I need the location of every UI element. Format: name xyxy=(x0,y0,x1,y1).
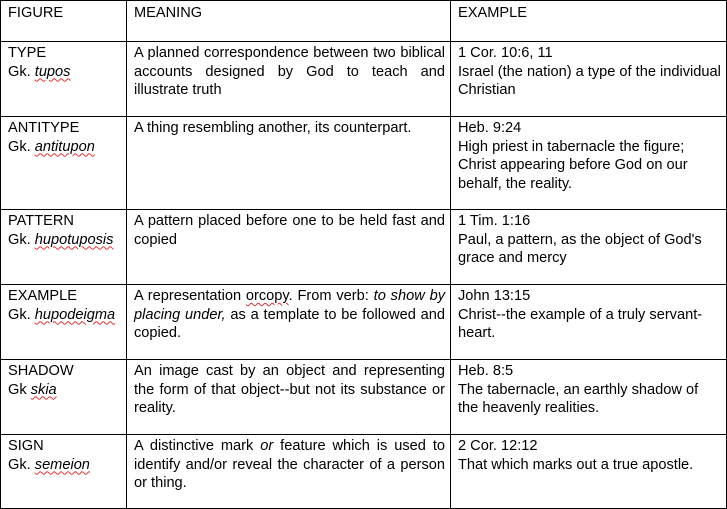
meaning-part: A distinctive mark xyxy=(134,438,261,454)
table-row xyxy=(1,285,727,360)
example-text: High priest in tabernacle the figure; Christ appearing before God on our behalf, the reality. xyxy=(458,138,688,192)
meaning-part: feature which is used to identify and/or reveal the character of a person or thing. xyxy=(134,438,445,492)
meaning-cell: A thing resembling another, its counterpart. xyxy=(127,117,451,210)
greek-word: hupodeigma xyxy=(34,306,116,323)
term: EXAMPLE xyxy=(8,288,77,304)
term: SHADOW xyxy=(8,363,74,379)
meaning-cell: An image cast by an object and representing the form of that object--but not its substance or reality. xyxy=(127,360,451,435)
table-row xyxy=(1,360,727,435)
figure-cell xyxy=(1,360,127,435)
example-text: Christ--the example of a truly servant-heart. xyxy=(458,306,703,342)
meaning-italic: or xyxy=(260,438,274,454)
example-cell xyxy=(451,360,727,435)
figure-cell xyxy=(1,117,127,210)
table-row xyxy=(1,435,727,509)
example-text: Paul, a pattern, as the object of God's grace and mercy xyxy=(458,231,702,267)
meaning-cell xyxy=(127,285,451,360)
meaning-part: as a template to be followed and copied. xyxy=(134,306,445,342)
example-text: Israel (the nation) a type of the individual Christian xyxy=(458,63,721,99)
table-row xyxy=(1,117,727,210)
term: ANTITYPE xyxy=(8,120,80,136)
meaning-italic: to show by placing under, xyxy=(134,288,445,323)
gk-prefix: Gk. xyxy=(8,306,31,323)
header-example: EXAMPLE xyxy=(451,1,727,42)
greek-word: antitupon xyxy=(34,138,95,155)
example-cell xyxy=(451,117,727,210)
table-row xyxy=(1,42,727,117)
example-cell xyxy=(451,435,727,509)
scripture-ref: 1 Tim. 1:16 xyxy=(458,213,531,229)
meaning-cell: A pattern placed before one to be held fast and copied xyxy=(127,210,451,285)
figure-cell xyxy=(1,285,127,360)
meaning-cell xyxy=(127,435,451,509)
greek-word: skia xyxy=(30,381,57,398)
greek-word: semeion xyxy=(34,456,90,473)
gk-prefix: Gk xyxy=(8,381,27,398)
scripture-ref: Heb. 8:5 xyxy=(458,363,514,379)
term: TYPE xyxy=(8,45,47,61)
scripture-ref: 1 Cor. 10:6, 11 xyxy=(458,45,553,61)
meaning-misspelled: orcopy xyxy=(245,288,289,304)
header-figure: FIGURE xyxy=(1,1,127,42)
gk-prefix: Gk. xyxy=(8,63,31,80)
example-cell xyxy=(451,210,727,285)
meaning-part: A representation xyxy=(134,288,246,304)
greek-word: hupotuposis xyxy=(34,231,114,248)
table-row xyxy=(1,210,727,285)
example-text: The tabernacle, an earthly shadow of the heavenly realities. xyxy=(458,381,699,417)
example-text: That which marks out a true apostle. xyxy=(458,456,694,473)
meaning-cell: A planned correspondence between two biblical accounts designed by God to teach and illustrate truth xyxy=(127,42,451,117)
header-meaning: MEANING xyxy=(127,1,451,42)
gk-prefix: Gk. xyxy=(8,456,31,473)
scripture-ref: John 13:15 xyxy=(458,288,531,304)
meaning-part: . From verb: xyxy=(288,288,374,304)
figure-cell xyxy=(1,435,127,509)
term: SIGN xyxy=(8,438,44,454)
figure-cell xyxy=(1,210,127,285)
figure-cell xyxy=(1,42,127,117)
scripture-ref: 2 Cor. 12:12 xyxy=(458,438,538,454)
header-row xyxy=(1,1,727,42)
example-cell xyxy=(451,285,727,360)
scripture-ref: Heb. 9:24 xyxy=(458,120,522,136)
gk-prefix: Gk. xyxy=(8,231,31,248)
greek-word: tupos xyxy=(34,63,71,80)
term: PATTERN xyxy=(8,213,74,229)
gk-prefix: Gk. xyxy=(8,138,31,155)
example-cell xyxy=(451,42,727,117)
